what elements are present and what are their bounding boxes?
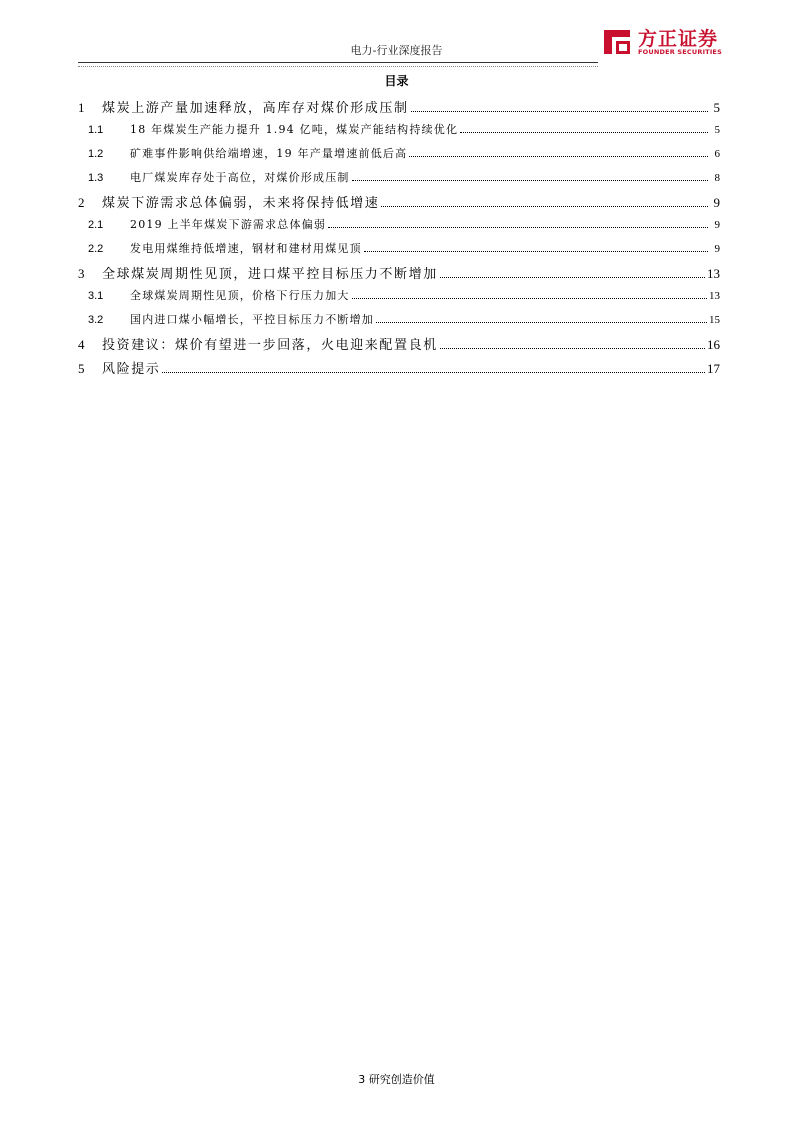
toc-entry-number: 3.1 [88,290,104,302]
toc-entry-number: 2.1 [88,219,104,231]
toc-entry-number: 1 [78,100,85,115]
toc-entry-number: 3 [78,266,85,281]
toc-entry[interactable] [78,145,720,161]
toc-entry-number: 4 [78,337,85,352]
toc-entry-page: 16 [707,337,720,352]
toc-entry-title: 煤炭上游产量加速释放，高库存对煤价形成压制 [102,101,409,116]
toc-dot-leader [328,226,708,228]
toc-entry-number: 2 [78,195,85,210]
toc-entry-title: 18 年煤炭生产能力提升 1.94 亿吨，煤炭产能结构持续优化 [130,123,459,136]
toc-entry[interactable] [78,334,720,353]
toc-entry-page: 5 [714,124,720,136]
toc-entry-number: 5 [78,361,85,376]
toc-entry-page: 8 [714,172,720,184]
toc-dot-leader [411,110,708,112]
toc-entry[interactable] [78,263,720,282]
founder-securities-logo [600,24,730,60]
header-rule [78,62,598,63]
toc-entry-page: 9 [713,195,720,210]
toc-entry-number: 1.2 [88,148,104,160]
toc-entry-title: 风险提示 [102,362,161,377]
toc-dot-leader [162,371,705,373]
logo-chinese-name: 方正证券 [638,28,719,50]
toc-entry-page: 17 [707,361,720,376]
toc-entry[interactable] [78,97,720,116]
toc-entry-page: 9 [714,243,720,255]
toc-entry-page: 13 [709,290,720,302]
toc-entry[interactable] [78,358,720,377]
toc-entry[interactable] [78,192,720,211]
toc-entry-title: 电厂煤炭库存处于高位，对煤价形成压制 [130,171,350,184]
header-dotted-rule [78,66,598,67]
toc-entry-page: 9 [714,219,720,231]
toc-entry-number: 2.2 [88,243,104,255]
toc-dot-leader [440,347,705,349]
toc-entry[interactable] [78,287,720,303]
toc-entry-number: 1.3 [88,172,104,184]
toc-dot-leader [460,131,708,133]
toc-entry-title: 2019 上半年煤炭下游需求总体偏弱 [130,218,327,231]
toc-dot-leader [440,276,705,278]
toc-entry[interactable] [78,216,720,232]
toc-entry-title: 煤炭下游需求总体偏弱，未来将保持低增速 [102,196,380,211]
toc-entry-title: 全球煤炭周期性见顶，价格下行压力加大 [130,289,350,302]
toc-dot-leader [364,250,708,252]
toc-entry-number: 1.1 [88,124,104,136]
report-header-title: 电力-行业深度报告 [350,44,443,57]
toc-dot-leader [409,155,708,157]
toc-entry-title: 投资建议：煤价有望进一步回落，火电迎来配置良机 [102,338,438,353]
toc-heading: 目录 [384,74,409,88]
toc-entry-page: 13 [707,266,720,281]
toc-entry-page: 5 [713,100,720,115]
toc-entry[interactable] [78,169,720,185]
toc-entry[interactable] [78,240,720,256]
toc-entry-page: 6 [714,148,720,160]
toc-entry-title: 全球煤炭周期性见顶，进口煤平控目标压力不断增加 [102,267,438,282]
founder-logo-icon [600,26,634,58]
toc-entry-title: 国内进口煤小幅增长，平控目标压力不断增加 [130,313,374,326]
toc-entry-title: 矿难事件影响供给端增速，19 年产量增速前低后高 [130,147,408,160]
toc-entry-title: 发电用煤维持低增速，钢材和建材用煤见顶 [130,242,362,255]
toc-dot-leader [376,321,707,323]
toc-dot-leader [352,297,707,299]
toc-dot-leader [352,179,708,181]
toc-entry-number: 3.2 [88,314,104,326]
logo-english-name: FOUNDER SECURITIES [638,48,722,56]
toc-entry[interactable] [78,311,720,327]
toc-entry[interactable] [78,121,720,137]
toc-dot-leader [381,205,708,207]
page-footer: 3 研究创造价值 [358,1073,435,1086]
toc-entry-page: 15 [709,314,720,326]
